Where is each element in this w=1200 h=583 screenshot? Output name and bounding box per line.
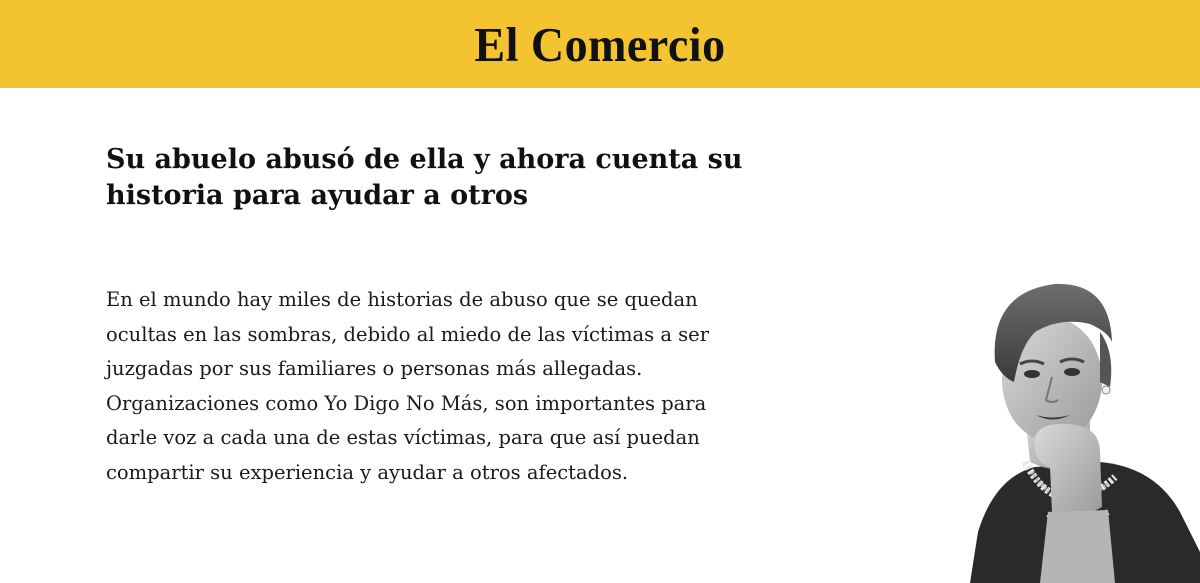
article-headline: Su abuelo abusó de ella y ahora cuenta su historia para ayudar a otros: [106, 144, 743, 211]
masthead: [0, 0, 1200, 88]
site-logo[interactable]: El Comercio: [474, 17, 726, 71]
article-body: En el mundo hay miles de historias de abuso que se quedan ocultas en las sombras, debido al miedo de las víctimas a ser juzgadas por sus familiares o personas más allegadas. Organizaciones como Yo Digo No Más, son importantes para darle voz a cada una de estas víctimas, para que así puedan compartir su experiencia y ayudar a otros afectados.: [106, 288, 710, 484]
portrait-image: [940, 262, 1200, 583]
